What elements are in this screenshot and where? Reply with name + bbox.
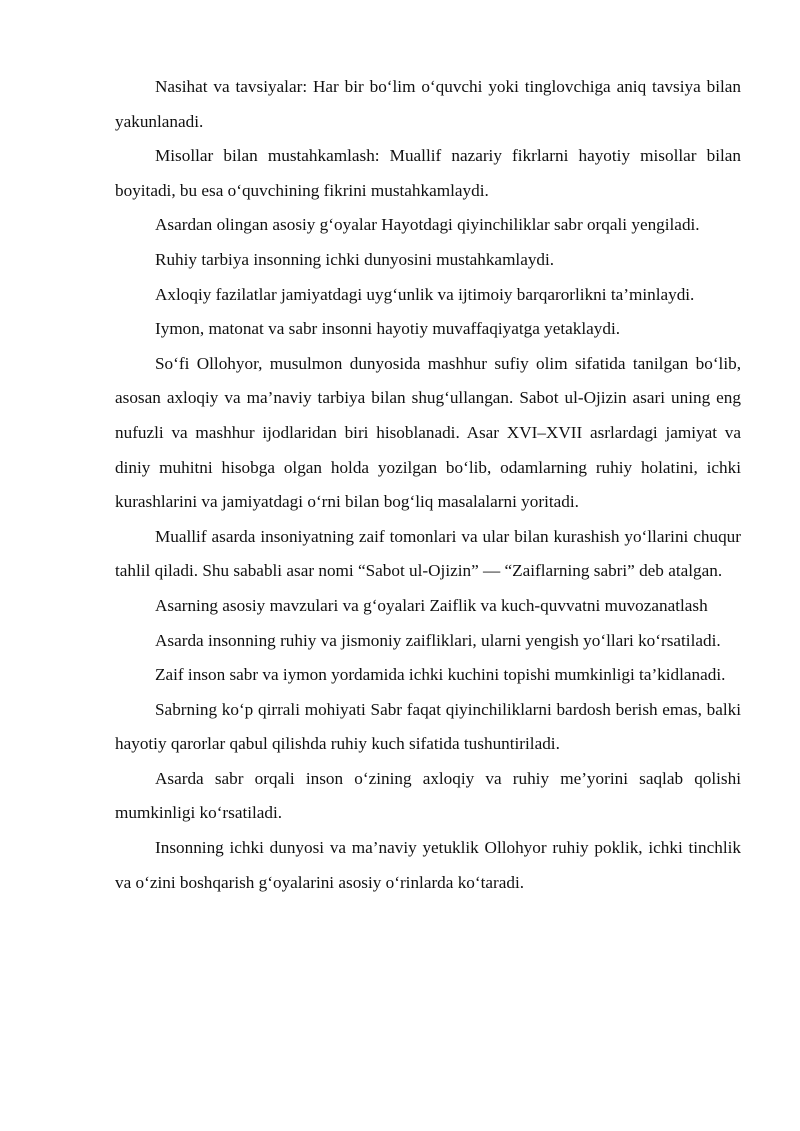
paragraph-examples: Misollar bilan mustahkamlash: Muallif nazariy fikrlarni hayotiy misollar bilan boyitadi, bu esa o‘quvchining fikrini mustahkamlaydi. [115, 146, 741, 200]
paragraph-spiritual-upbringing: Ruhiy tarbiya insonning ichki dunyosini mustahkamlaydi. [155, 249, 555, 269]
paragraph-main-themes: Asarning asosiy mavzulari va g‘oyalari Zaiflik va kuch-quvvatni muvozanatlash [155, 595, 708, 615]
paragraph-author-intro: So‘fi Ollohyor, musulmon dunyosida mashhur sufiy olim sifatida tanilgan bo‘lib, asosan axloqiy va ma’naviy tarbiya bilan shug‘ullangan. Sabot ul-Ojizin asari uning eng nufuzli va mashhur ijodlaridan biri hisoblanadi. Asar XVI–XVII asrlardagi jamiyat va diniy muhitni hisobga olgan holda yozilgan bo‘lib, odamlarning ruhiy holatini, ichki kurashlarini va jamiyatdagi o‘rni bilan bog‘liq masalalarni yoritadi. [115, 353, 741, 512]
paragraph-inner-strength: Zaif inson sabr va iymon yordamida ichki kuchini topishi mumkinligi ta’kidlanadi. [155, 665, 726, 685]
paragraph-nature-of-patience: Sabrning ko‘p qirrali mohiyati Sabr faqat qiyinchiliklarni bardosh berish emas, balki hayotiy qarorlar qabul qilishda ruhiy kuch sifatida tushuntiriladi. [115, 699, 741, 754]
paragraph-main-ideas: Asardan olingan asosiy g‘oyalar Hayotdagi qiyinchiliklar sabr orqali yengiladi. [155, 215, 700, 235]
paragraph-title-meaning: Muallif asarda insoniyatning zaif tomonlari va ular bilan kurashish yo‘llarini chuqur tahlil qiladi. Shu sababli asar nomi “Sabot ul-Ojizin” — “Zaiflarning sabri” deb atalgan. [115, 526, 741, 581]
paragraph-inner-world: Insonning ichki dunyosi va ma’naviy yetuklik Ollohyor ruhiy poklik, ichki tinchlik va o‘zini boshqarish g‘oyalarini asosiy o‘rinlarda ko‘taradi. [115, 838, 741, 892]
paragraph-faith-patience: Iymon, matonat va sabr insonni hayotiy muvaffaqiyatga yetaklaydi. [155, 319, 621, 339]
paragraph-moral-norm: Asarda sabr orqali inson o‘zining axloqiy va ruhiy me’yorini saqlab qolishi mumkinligi ko‘rsatiladi. [115, 768, 741, 823]
paragraph-moral-virtues: Axloqiy fazilatlar jamiyatdagi uyg‘unlik va ijtimoiy barqarorlikni ta’minlaydi. [155, 284, 695, 304]
paragraph-weaknesses: Asarda insonning ruhiy va jismoniy zaifliklari, ularni yengish yo‘llari ko‘rsatiladi. [155, 630, 721, 650]
paragraph-recommendations: Nasihat va tavsiyalar: Har bir bo‘lim o‘quvchi yoki tinglovchiga aniq tavsiya bilan yakunlanadi. [115, 77, 741, 131]
document-page [115, 70, 741, 900]
